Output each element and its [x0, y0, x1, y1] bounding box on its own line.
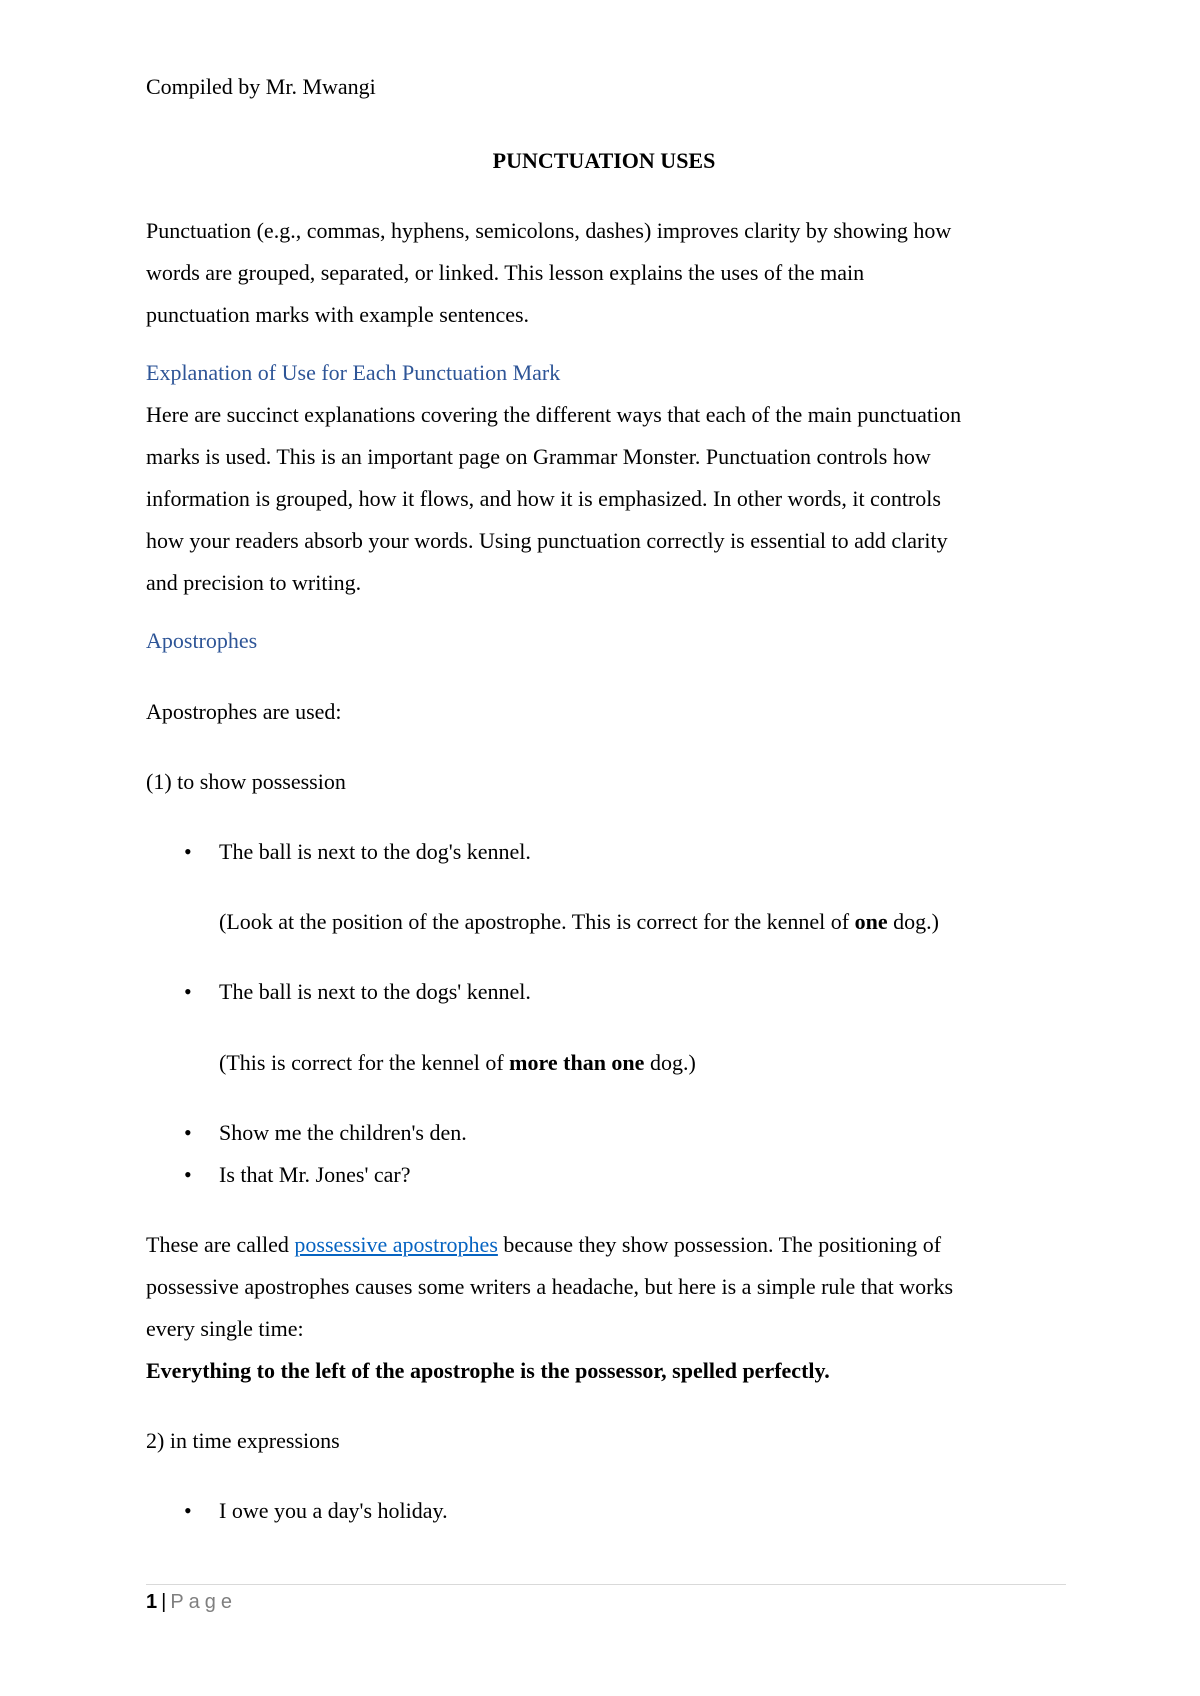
- use-possession-label: (1) to show possession: [146, 769, 346, 794]
- explanation-line-5: and precision to writing.: [146, 570, 362, 595]
- bullet-icon: •: [184, 1498, 192, 1523]
- bullet-icon: •: [184, 839, 192, 864]
- example-dogs-kennel-singular: The ball is next to the dog's kennel.: [219, 839, 531, 864]
- note-more-than-one-dog: (This is correct for the kennel of more than one dog.): [219, 1050, 696, 1075]
- footer-separator: |: [161, 1591, 167, 1613]
- explanation-line-3: information is grouped, how it flows, and how it is emphasized. In other words, it controls: [146, 486, 941, 511]
- possessive-paragraph-line-3: every single time:: [146, 1316, 304, 1341]
- intro-line-3: punctuation marks with example sentences.: [146, 302, 530, 327]
- use-time-expressions-label: 2) in time expressions: [146, 1428, 340, 1453]
- apostrophes-heading: Apostrophes: [146, 628, 258, 653]
- example-dogs-kennel-plural: The ball is next to the dogs' kennel.: [219, 979, 531, 1004]
- explanation-line-1: Here are succinct explanations covering the different ways that each of the main punctuation: [146, 402, 962, 427]
- bullet-icon: •: [184, 979, 192, 1004]
- bullet-icon: •: [184, 1162, 192, 1187]
- explanation-heading: Explanation of Use for Each Punctuation Mark: [146, 360, 561, 385]
- possessor-rule: Everything to the left of the apostrophe is the possessor, spelled perfectly.: [146, 1358, 830, 1383]
- page-footer: [146, 1590, 237, 1614]
- page-title: PUNCTUATION USES: [492, 148, 716, 173]
- bullet-icon: •: [184, 1120, 192, 1145]
- intro-line-1: Punctuation (e.g., commas, hyphens, semicolons, dashes) improves clarity by showing how: [146, 218, 952, 243]
- possessive-paragraph-line-2: possessive apostrophes causes some writers a headache, but here is a simple rule that works: [146, 1274, 954, 1299]
- apostrophes-used-text: Apostrophes are used:: [146, 699, 342, 724]
- page-number: 1: [146, 1591, 158, 1613]
- compiled-by-header: Compiled by Mr. Mwangi: [146, 74, 376, 99]
- example-jones-car: Is that Mr. Jones' car?: [219, 1162, 411, 1187]
- possessive-apostrophes-link[interactable]: possessive apostrophes: [294, 1232, 498, 1257]
- intro-line-2: words are grouped, separated, or linked. This lesson explains the uses of the main: [146, 260, 865, 285]
- explanation-line-2: marks is used. This is an important page on Grammar Monster. Punctuation controls how: [146, 444, 931, 469]
- page-label: Page: [170, 1591, 238, 1613]
- explanation-line-4: how your readers absorb your words. Using punctuation correctly is essential to add clarity: [146, 528, 948, 553]
- possessive-paragraph-line-1: These are called possessive apostrophes because they show possession. The positioning of: [146, 1232, 942, 1257]
- example-days-holiday: I owe you a day's holiday.: [219, 1498, 448, 1523]
- footer-divider: [146, 1584, 1066, 1585]
- example-childrens-den: Show me the children's den.: [219, 1120, 467, 1145]
- note-one-dog: (Look at the position of the apostrophe. This is correct for the kennel of one dog.): [219, 909, 939, 934]
